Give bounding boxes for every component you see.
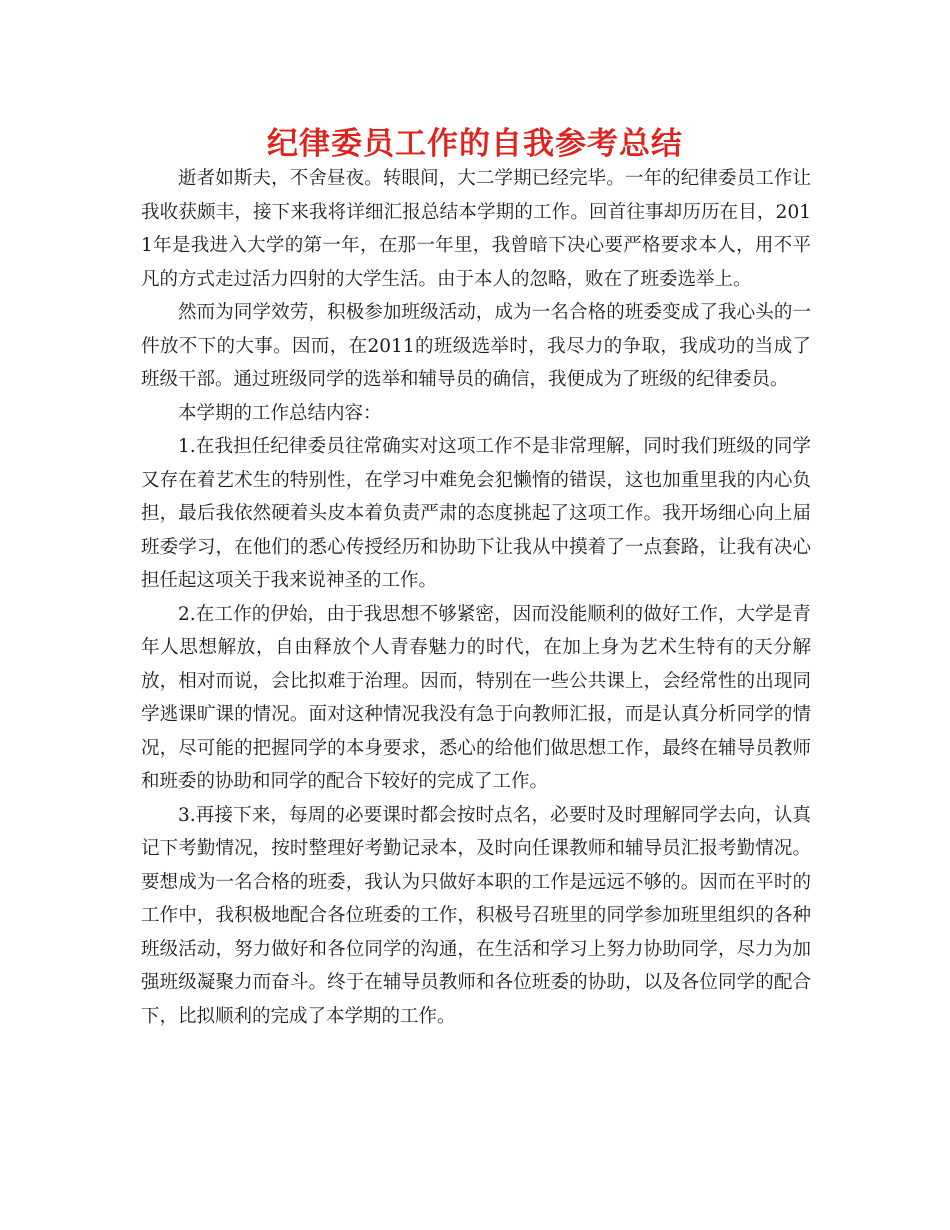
paragraph-election: 然而为同学效劳，积极参加班级活动，成为一名合格的班委变成了我心头的一件放不下的大事。因而，在2011的班级选举时，我尽力的争取，我成功的当成了班级干部。通过班级同学的选举和辅导员的确信，我便成为了班级的纪律委员。 [141, 302, 811, 390]
paragraph-point-2: 2.在工作的伊始，由于我思想不够紧密，因而没能顺利的做好工作，大学是青年人思想解放，自由释放个人青春魅力的时代，在加上身为艺术生特有的天分解放，相对而说，会比拟难于治理。因而，特别在一些公共课上，会经常性的出现同学逃课旷课的情况。面对这种情况我没有急于向教师汇报，而是认真分析同学的情况，尽可能的把握同学的本身要求，悉心的给他们做思想工作，最终在辅导员教师和班委的协助和同学的配合下较好的完成了工作。 [141, 603, 811, 792]
paragraph-intro: 逝者如斯夫，不舍昼夜。转眼间，大二学期已经完毕。一年的纪律委员工作让我收获颇丰，接下来我将详细汇报总结本学期的工作。回首往事却历历在目，2011年是我进入大学的第一年，在那一年里，我曾暗下决心要严格要求本人，用不平凡的方式走过活力四射的大学生活。由于本人的忽略，败在了班委选举上。 [141, 168, 811, 290]
paragraph-point-3: 3.再接下来，每周的必要课时都会按时点名，必要时及时理解同学去向，认真记下考勤情况，按时整理好考勤记录本，及时向任课教师和辅导员汇报考勤情况。要想成为一名合格的班委，我认为只做好本职的工作是远远不够的。因而在平时的工作中，我积极地配合各位班委的工作，积极号召班里的同学参加班里组织的各种班级活动，努力做好和各位同学的沟通，在生活和学习上努力协助同学，尽力为加强班级凝聚力而奋斗。终于在辅导员教师和各位班委的协助，以及各位同学的配合下，比拟顺利的完成了本学期的工作。 [141, 804, 811, 1027]
document-body [141, 162, 811, 1033]
document-title: 纪律委员工作的自我参考总结 [267, 126, 683, 162]
paragraph-point-1: 1.在我担任纪律委员往常确实对这项工作不是非常理解，同时我们班级的同学又存在着艺术生的特别性，在学习中难免会犯懒惰的错误，这也加重里我的内心负担，最后我依然硬着头皮本着负责严肃的态度挑起了这项工作。我开场细心向上届班委学习，在他们的悉心传授经历和协助下让我从中摸着了一点套路，让我有决心担任起这项关于我来说神圣的工作。 [141, 436, 811, 591]
paragraph-summary-heading: 本学期的工作总结内容： [178, 402, 382, 424]
